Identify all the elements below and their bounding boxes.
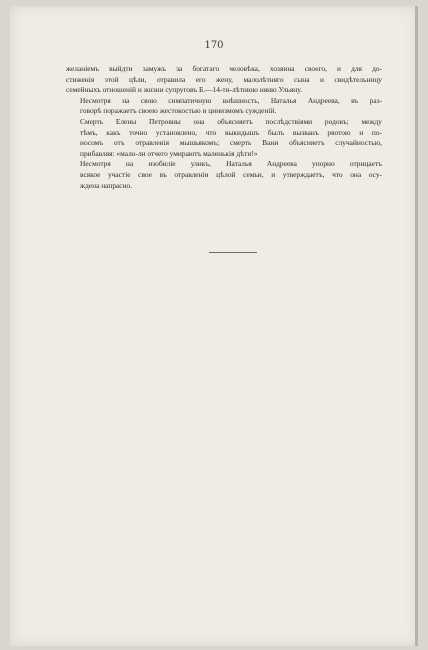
text-line: желаніемъ выйдти замужъ за богатаго человѣка, хозяина своего, и для до- — [66, 64, 382, 73]
text-line: прибавляя: «мало-ли отчего умираютъ маленькія дѣти!» — [80, 148, 258, 158]
text-line: говорѣ поражаетъ своею жестокостью и цинизмомъ сужденій. — [80, 106, 277, 116]
text-line: семейныхъ отношеній и жизни супруговъ Б.—14-ти-лѣтнюю няню Ульяну. — [66, 85, 303, 95]
text-line: Несмотря на свою симпатичную внѣшность, Наталья Андреева, въ раз- — [80, 95, 382, 105]
text-line: ждена напрасно. — [80, 180, 133, 190]
paragraph-1 — [66, 64, 382, 96]
page-number: 170 — [204, 40, 224, 51]
text-line: стиженія этой цѣли, отравила его жену, малолѣтняго сына и свидѣтельницу — [66, 74, 382, 84]
text-line: тѣмъ, какъ точно установлено, что выкидышъ былъ вызванъ рвотою и по- — [80, 127, 382, 137]
paragraph-2 — [66, 96, 382, 117]
paragraph-3 — [66, 117, 382, 159]
document-page — [10, 6, 418, 646]
text-line: всякое участіе свое въ отравленіи цѣлой семьи, и утверждаетъ, что она осу- — [80, 169, 382, 179]
paragraph-4 — [66, 159, 382, 191]
text-line: носомъ отъ отравленія мышьякомъ; смерть Вани объясняетъ случайностью, — [80, 138, 382, 148]
text-line: Несмотря на изобиліе уликъ, Наталья Андреева упорно отрицаетъ — [80, 159, 382, 169]
page-edge — [415, 6, 418, 646]
body-text — [66, 64, 382, 191]
section-divider-rule — [209, 252, 257, 253]
text-line: Смерть Елены Петровны она объясняетъ послѣдствіями родовъ; между — [80, 116, 382, 126]
